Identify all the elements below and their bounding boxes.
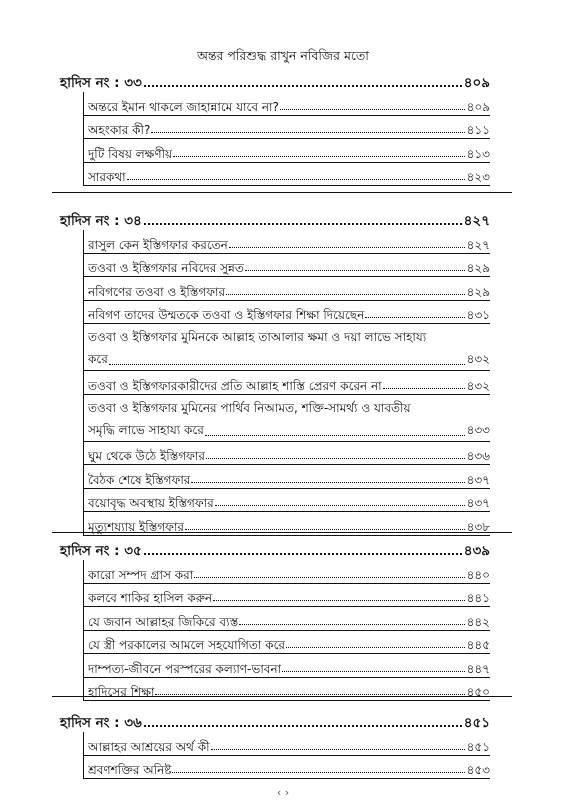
toc-entry[interactable] <box>84 92 490 116</box>
entry-title: শ্রবণশক্তির অনিষ্ট <box>88 763 172 777</box>
dot-leader <box>151 132 464 133</box>
toc-entry[interactable] <box>84 230 490 254</box>
toc-entry[interactable] <box>84 254 490 278</box>
dot-leader <box>205 435 465 436</box>
section-page: ৪৩৯ <box>463 543 490 559</box>
dot-leader <box>173 156 464 157</box>
section-heading-label: হাদিস নং : ৩৫ <box>60 543 142 559</box>
toc-section-33 <box>60 72 490 186</box>
entry-page: ৪৫১ <box>466 739 490 754</box>
section-heading <box>60 210 490 230</box>
entry-title-line1: তওবা ও ইস্তিগফার মুমিনের পার্থিব নিআমত, শক্তি-সামর্থ্য ও যাবতীয় <box>88 400 411 415</box>
entry-page: ৪২৯ <box>466 261 490 275</box>
dot-leader <box>144 223 462 225</box>
toc-entry[interactable] <box>84 631 490 655</box>
toc-entry[interactable] <box>84 678 490 702</box>
section-heading-label: হাদিস নং : ৩৬ <box>60 715 142 731</box>
entry-page: ৪৩১ <box>466 308 490 322</box>
dot-leader <box>286 647 465 648</box>
running-head: অন্তর পরিশুদ্ধ রাখুন নবিজির মতো <box>197 48 369 63</box>
toc-entry[interactable] <box>84 465 490 489</box>
toc-entry[interactable] <box>84 654 490 678</box>
dot-leader <box>280 109 465 110</box>
section-heading-label: হাদিস নং : ৩৪ <box>60 213 142 229</box>
entry-title-line2: সমৃদ্ধি লাভে সাহায্য করে <box>88 422 204 437</box>
section-heading-label: হাদিস নং : ৩৩ <box>60 75 142 91</box>
entry-list <box>83 92 490 186</box>
entry-title: নবিগণ তাদের উম্মতকে তওবা ও ইস্তিগফার শিক্ষা দিয়েছেন <box>88 308 365 322</box>
entry-title: সারকথা <box>88 170 126 184</box>
entry-list <box>83 732 490 779</box>
entry-page: ৪৩৮ <box>466 519 490 534</box>
toc-section-36 <box>60 712 490 779</box>
entry-title: অহংকার কী? <box>88 123 151 137</box>
entry-title: ঘুম থেকে উঠে ইস্তিগফার <box>88 449 205 463</box>
entry-page: ৪৩৭ <box>466 472 490 487</box>
entry-page: ৪৩৬ <box>466 449 490 463</box>
entry-title: বৈঠক শেষে ইস্তিগফার <box>88 472 191 487</box>
toc-entry[interactable] <box>84 324 490 371</box>
dot-leader <box>155 694 464 695</box>
dot-leader <box>194 577 464 578</box>
entry-title: তওবা ও ইস্তিগফার নবিদের সুন্নত <box>88 261 244 275</box>
toc-entry[interactable] <box>84 607 490 631</box>
dot-leader <box>383 388 465 389</box>
dot-leader <box>213 600 464 601</box>
toc-entry[interactable] <box>84 371 490 395</box>
dot-leader <box>226 294 465 295</box>
entry-page: ৪৪১ <box>466 591 490 605</box>
entry-title: তওবা ও ইস্তিগফারকারীদের প্রতি আল্লাহ শাস্তি প্রেরণ করেন না <box>88 378 382 393</box>
section-page: ৪৫১ <box>463 715 490 731</box>
entry-page: ৪৪২ <box>466 614 490 629</box>
dot-leader <box>365 317 464 318</box>
entry-page: ৪৩২ <box>466 378 490 393</box>
entry-title: রাসুল কেন ইস্তিগফার করতেন <box>88 237 228 252</box>
entry-page: ৪৩২ <box>466 352 490 366</box>
dot-leader <box>127 179 465 180</box>
toc-entry[interactable] <box>84 163 490 187</box>
entry-title: নবিগণের তওবা ও ইস্তিগফার <box>88 284 226 299</box>
toc-section-34 <box>60 210 490 536</box>
entry-title: যে জবান আল্লাহর জিকিরে ব্যস্ত <box>88 614 239 629</box>
dot-leader <box>229 247 465 248</box>
entry-title: হাদিসের শিক্ষা <box>88 685 155 699</box>
toc-entry[interactable] <box>84 116 490 140</box>
entry-page: ৪৫৩ <box>466 763 490 777</box>
entry-page: ৪৫০ <box>466 685 490 699</box>
section-heading <box>60 540 490 560</box>
toc-entry[interactable] <box>84 489 490 513</box>
entry-title: কলবে শাকির হাসিল করুন <box>88 591 213 605</box>
entry-page: ৪৩৩ <box>466 422 490 437</box>
toc-entry[interactable] <box>84 560 490 584</box>
entry-title: অন্তরে ইমান থাকলে জাহান্নামে যাবে না? <box>88 99 279 114</box>
dot-leader <box>211 749 465 750</box>
entry-page: ৪৪৫ <box>466 638 490 652</box>
section-heading <box>60 712 490 732</box>
entry-title: দাম্পত্য-জীবনে পরস্পরের কল্যাণ-ভাবনা <box>88 661 282 676</box>
dot-leader <box>172 772 464 773</box>
entry-page: ৪০৯ <box>466 99 490 114</box>
entry-list <box>83 560 490 701</box>
dot-leader <box>185 529 465 530</box>
section-heading <box>60 72 490 92</box>
toc-entry[interactable] <box>84 756 490 780</box>
toc-entry[interactable] <box>84 584 490 608</box>
entry-page: ৪২৩ <box>466 170 490 184</box>
dot-leader <box>144 725 462 727</box>
toc-entry[interactable] <box>84 442 490 466</box>
section-divider <box>52 192 512 193</box>
section-page: ৪০৯ <box>463 75 490 91</box>
entry-page: ৪১১ <box>466 123 490 137</box>
dot-leader <box>191 482 464 483</box>
dot-leader <box>206 458 465 459</box>
entry-title: বয়োবৃদ্ধ অবস্থায় ইস্তিগফার <box>88 496 214 510</box>
toc-entry[interactable] <box>84 395 490 442</box>
entry-page: ৪২৭ <box>466 237 490 252</box>
entry-title: কারো সম্পদ গ্রাস করা <box>88 567 194 582</box>
entry-page: ৪৪৭ <box>466 661 490 676</box>
toc-entry[interactable] <box>84 732 490 756</box>
dot-leader <box>282 671 464 672</box>
dot-leader <box>109 364 465 365</box>
dot-leader <box>144 553 462 555</box>
toc-section-35 <box>60 540 490 701</box>
entry-list <box>83 230 490 536</box>
entry-title: দুটি বিষয় লক্ষণীয় <box>88 146 173 161</box>
toc-entry[interactable] <box>84 277 490 301</box>
dot-leader <box>245 270 465 271</box>
dot-leader <box>144 85 462 87</box>
entry-page: ৪৪০ <box>466 567 490 582</box>
entry-title: যে স্ত্রী পরকালের আমলে সহযোগিতা করে <box>88 638 285 652</box>
entry-page: ৪১৩ <box>466 146 490 161</box>
section-page: ৪২৭ <box>463 213 490 229</box>
dot-leader <box>215 505 465 506</box>
entry-title: মৃত্যুশয্যায় ইস্তিগফার <box>88 519 185 534</box>
section-divider <box>52 696 512 697</box>
entry-title-line2: করে <box>88 352 108 366</box>
entry-title-line1: তওবা ও ইস্তিগফার মুমিনকে আল্লাহ তাআলার ক্ষমা ও দয়া লাভে সাহায্য <box>88 330 427 344</box>
dot-leader <box>239 624 464 625</box>
entry-page: ৪২৯ <box>466 284 490 299</box>
section-divider <box>52 532 512 533</box>
entry-title: আল্লাহর আশ্রয়ের অর্থ কী <box>88 739 210 754</box>
page-footer-mark: ‹ › <box>276 786 290 799</box>
toc-entry[interactable] <box>84 139 490 163</box>
entry-page: ৪৩৭ <box>466 496 490 510</box>
toc-entry[interactable] <box>84 301 490 325</box>
